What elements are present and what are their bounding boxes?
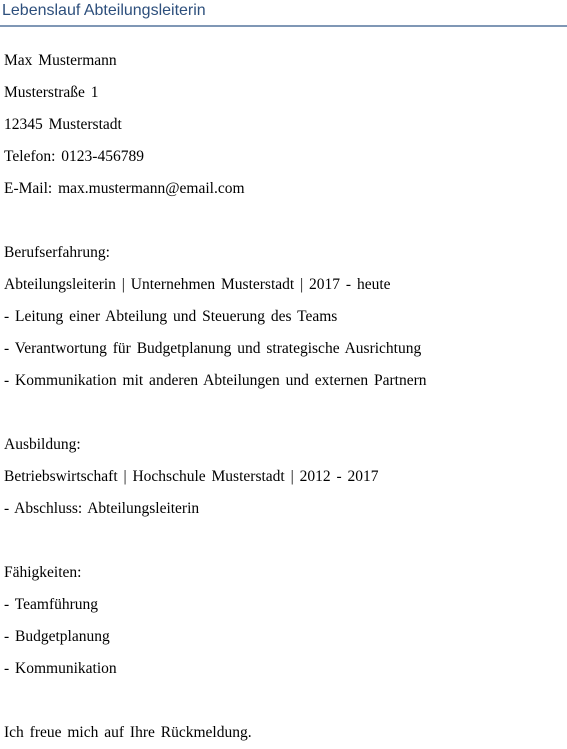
skills-heading: Fähigkeiten: <box>4 564 82 581</box>
experience-position: Abteilungsleiterin | Unternehmen Musterstadt | 2017 - heute <box>4 276 391 293</box>
document-header <box>0 0 567 27</box>
contact-email: E-Mail: max.mustermann@email.com <box>4 180 245 197</box>
experience-heading: Berufserfahrung: <box>4 244 110 261</box>
education-section <box>4 435 564 519</box>
experience-bullet: - Kommunikation mit anderen Abteilungen und externen Partnern <box>4 372 427 389</box>
contact-phone: Telefon: 0123-456789 <box>4 148 144 165</box>
document-title: Lebenslauf Abteilungsleiterin <box>2 2 206 19</box>
closing-text: Ich freue mich auf Ihre Rückmeldung. <box>4 724 252 741</box>
contact-block <box>4 51 564 199</box>
contact-name: Max Mustermann <box>4 52 117 69</box>
contact-street: Musterstraße 1 <box>4 84 99 101</box>
experience-section <box>4 243 564 391</box>
contact-city: 12345 Musterstadt <box>4 116 122 133</box>
skill-item: - Kommunikation <box>4 660 117 677</box>
education-heading: Ausbildung: <box>4 436 81 453</box>
skill-item: - Budgetplanung <box>4 628 110 645</box>
skill-item: - Teamführung <box>4 596 99 613</box>
education-degree: Betriebswirtschaft | Hochschule Musterstadt | 2012 - 2017 <box>4 468 379 485</box>
education-bullet: - Abschluss: Abteilungsleiterin <box>4 500 200 517</box>
experience-bullet: - Leitung einer Abteilung und Steuerung des Teams <box>4 308 338 325</box>
experience-bullet: - Verantwortung für Budgetplanung und strategische Ausrichtung <box>4 340 422 357</box>
document-body <box>4 51 564 743</box>
skills-section <box>4 563 564 679</box>
